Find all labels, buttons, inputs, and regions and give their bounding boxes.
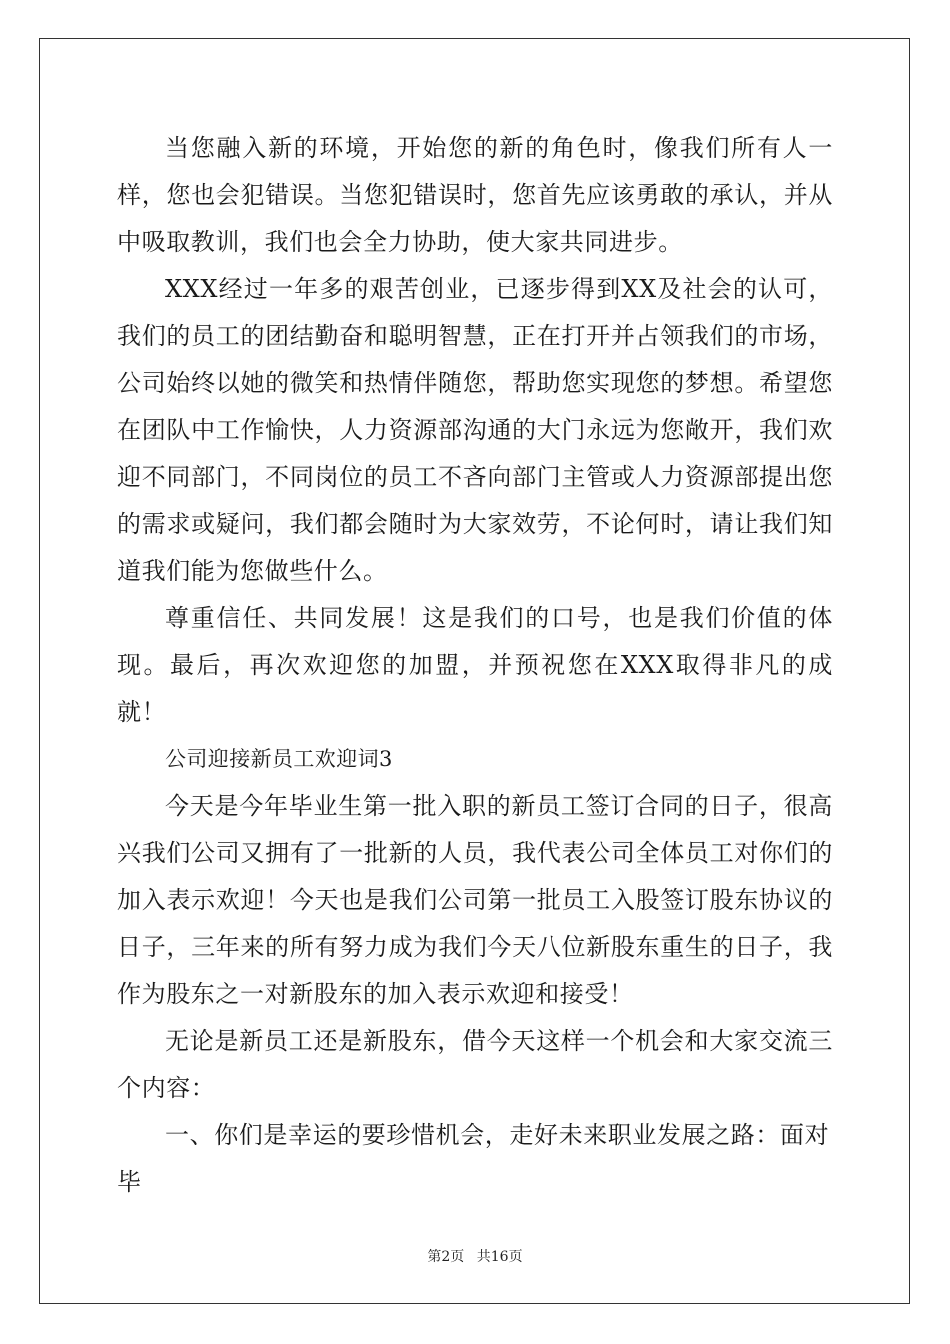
paragraph-5: 无论是新员工还是新股东，借今天这样一个机会和大家交流三个内容： bbox=[117, 1027, 833, 1102]
section-heading: 公司迎接新员工欢迎词3 bbox=[165, 747, 393, 771]
paragraph-1: 当您融入新的环境，开始您的新的角色时，像我们所有人一样，您也会犯错误。当您犯错误时，您首先应该勇敢的承认，并从中吸取教训，我们也会全力协助，使大家共同进步。 bbox=[117, 134, 833, 256]
paragraph-4: 今天是今年毕业生第一批入职的新员工签订合同的日子，很高兴我们公司又拥有了一批新的人员，我代表公司全体员工对你们的加入表示欢迎！今天也是我们公司第一批员工入股签订股东协议的日子，三年来的所有努力成为我们今天八位新股东重生的日子，我作为股东之一对新股东的加入表示欢迎和接受！ bbox=[117, 792, 833, 1008]
document-body bbox=[117, 125, 833, 1206]
page-footer bbox=[0, 1246, 950, 1266]
page-total: 共16页 bbox=[476, 1249, 523, 1265]
paragraph-2: XXX经过一年多的艰苦创业，已逐步得到XX及社会的认可，我们的员工的团结勤奋和聪明智慧，正在打开并占领我们的市场，公司始终以她的微笑和热情伴随您，帮助您实现您的梦想。希望您在团队中工作愉快，人力资源部沟通的大门永远为您敞开，我们欢迎不同部门，不同岗位的员工不吝向部门主管或人力资源部提出您的需求或疑问，我们都会随时为大家效劳，不论何时，请让我们知道我们能为您做些什么。 bbox=[117, 275, 833, 585]
page-number: 第2页 bbox=[427, 1249, 465, 1265]
paragraph-3: 尊重信任、共同发展！这是我们的口号，也是我们价值的体现。最后，再次欢迎您的加盟，并预祝您在XXX取得非凡的成就！ bbox=[117, 604, 833, 726]
paragraph-6: 一、你们是幸运的要珍惜机会，走好未来职业发展之路：面对毕 bbox=[117, 1121, 830, 1196]
